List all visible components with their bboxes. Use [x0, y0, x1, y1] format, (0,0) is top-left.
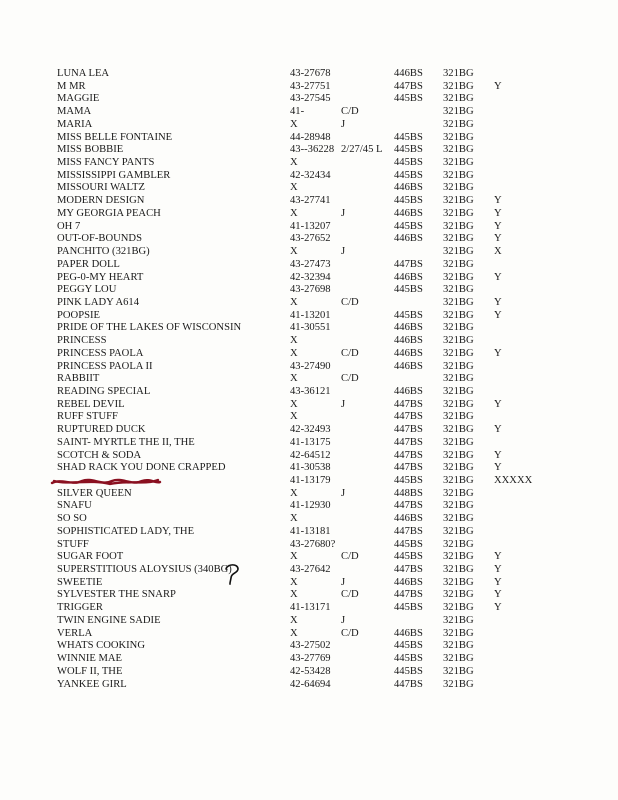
table-row — [0, 322, 618, 335]
aircraft-name: SYLVESTER THE SNARP — [57, 589, 176, 601]
bomb-group: 321BG — [443, 258, 474, 270]
aircraft-name: SILVER QUEEN — [57, 487, 132, 499]
aircraft-name: SCOTCH & SODA — [57, 449, 142, 461]
aircraft-name: READING SPECIAL — [57, 385, 151, 397]
table-row — [0, 132, 618, 145]
bomb-group: 321BG — [443, 411, 474, 423]
squadron: 446BS — [394, 360, 423, 372]
flag-mark: Y — [494, 424, 502, 436]
table-row — [0, 119, 618, 132]
squadron: 447BS — [394, 564, 423, 576]
table-row — [0, 640, 618, 653]
bomb-group: 321BG — [443, 106, 474, 118]
aircraft-list — [0, 68, 618, 691]
serial-number: 41-13179 — [290, 475, 331, 486]
bomb-group: 321BG — [443, 665, 474, 677]
serial-number: 43--36228 — [290, 144, 335, 156]
squadron: 446BS — [394, 576, 423, 588]
aircraft-name: M MR — [57, 80, 86, 92]
serial-number: 43-27680? — [290, 538, 336, 550]
status-note: C/D — [341, 551, 359, 563]
serial-number: 41-13175 — [290, 436, 331, 448]
status-note: J — [341, 576, 346, 588]
status-note: C/D — [341, 373, 359, 385]
serial-number: 41-13171 — [290, 602, 331, 614]
aircraft-name: SAINT- MYRTLE THE II, THE — [57, 436, 195, 448]
table-row — [0, 615, 618, 628]
bomb-group: 321BG — [443, 309, 474, 321]
aircraft-name: WINNIE MAE — [57, 653, 123, 665]
status-note: C/D — [341, 296, 359, 308]
table-row — [0, 297, 618, 310]
aircraft-name: SUPERSTITIOUS ALOYSIUS (340BG) — [57, 564, 232, 576]
aircraft-name: PINK LADY A614 — [57, 296, 140, 308]
bomb-group: 321BG — [443, 182, 474, 194]
serial-number: X — [290, 614, 298, 626]
table-row — [0, 170, 618, 183]
squadron: 445BS — [394, 93, 423, 105]
aircraft-name: SHAD RACK YOU DONE CRAPPED — [57, 462, 226, 474]
bomb-group: 321BG — [443, 640, 474, 652]
bomb-group: 321BG — [443, 322, 474, 334]
table-row — [0, 666, 618, 679]
serial-number: X — [290, 576, 298, 588]
bomb-group: 321BG — [443, 233, 474, 245]
serial-number: 43-27502 — [290, 640, 331, 652]
bomb-group: 321BG — [443, 118, 474, 130]
table-row — [0, 411, 618, 424]
squadron: 446BS — [394, 347, 423, 359]
bomb-group: 321BG — [443, 424, 474, 436]
bomb-group: 321BG — [443, 538, 474, 550]
squadron: 446BS — [394, 207, 423, 219]
bomb-group: 321BG — [443, 436, 474, 448]
serial-number: 42-32493 — [290, 424, 331, 436]
serial-number: 43-36121 — [290, 385, 331, 397]
aircraft-name: MAGGIE — [57, 93, 100, 105]
aircraft-name: PANCHITO (321BG) — [57, 246, 150, 258]
aircraft-name: RUPTURED DUCK — [57, 424, 146, 436]
bomb-group: 321BG — [443, 614, 474, 626]
serial-number: 42-53428 — [290, 665, 331, 677]
bomb-group: 321BG — [443, 335, 474, 347]
squadron: 446BS — [394, 627, 423, 639]
squadron: 447BS — [394, 678, 423, 690]
bomb-group: 321BG — [443, 398, 474, 410]
squadron: 447BS — [394, 525, 423, 537]
bomb-group: 321BG — [443, 157, 474, 169]
serial-number: 43-27751 — [290, 80, 331, 92]
bomb-group: 321BG — [443, 500, 474, 512]
aircraft-name: OUT-OF-BOUNDS — [57, 233, 142, 245]
table-row — [0, 539, 618, 552]
aircraft-name: RABBIIT — [57, 373, 100, 385]
squadron: 447BS — [394, 462, 423, 474]
squadron: 445BS — [394, 475, 423, 486]
aircraft-name: LUNA LEA — [57, 68, 110, 79]
aircraft-name: PEG-0-MY HEART — [57, 271, 144, 283]
flag-mark: X — [494, 246, 502, 258]
serial-number: 42-32434 — [290, 169, 331, 181]
table-row — [0, 195, 618, 208]
status-note: J — [341, 118, 346, 130]
flag-mark: Y — [494, 296, 502, 308]
flag-mark: Y — [494, 233, 502, 245]
status-note: J — [341, 246, 346, 258]
serial-number: X — [290, 589, 298, 601]
squadron: 445BS — [394, 602, 423, 614]
serial-number: X — [290, 182, 298, 194]
table-row — [0, 348, 618, 361]
flag-mark: Y — [494, 220, 502, 232]
status-note: J — [341, 207, 346, 219]
aircraft-name: STUFF — [57, 538, 89, 550]
aircraft-name: MISS BOBBIE — [57, 144, 124, 156]
squadron: 447BS — [394, 411, 423, 423]
squadron: 447BS — [394, 589, 423, 601]
squadron: 447BS — [394, 398, 423, 410]
bomb-group: 321BG — [443, 169, 474, 181]
status-note: C/D — [341, 106, 359, 118]
table-row — [0, 144, 618, 157]
serial-number: X — [290, 373, 298, 385]
flag-mark: Y — [494, 195, 502, 207]
squadron: 445BS — [394, 157, 423, 169]
table-row — [0, 488, 618, 501]
squadron: 446BS — [394, 385, 423, 397]
bomb-group: 321BG — [443, 475, 474, 486]
table-row — [0, 233, 618, 246]
bomb-group: 321BG — [443, 487, 474, 499]
aircraft-name: MISSISSIPPI GAMBLER — [57, 169, 171, 181]
squadron: 447BS — [394, 436, 423, 448]
aircraft-name: VERLA — [57, 627, 93, 639]
aircraft-name: PEGGY LOU — [57, 284, 117, 296]
table-row — [0, 93, 618, 106]
squadron: 445BS — [394, 309, 423, 321]
aircraft-name: SOPHISTICATED LADY, THE — [57, 525, 195, 537]
bomb-group: 321BG — [443, 296, 474, 308]
aircraft-name: MISS BELLE FONTAINE — [57, 131, 173, 143]
flag-mark: Y — [494, 602, 502, 614]
squadron: 447BS — [394, 500, 423, 512]
table-row — [0, 386, 618, 399]
serial-number: 41-13207 — [290, 220, 331, 232]
squadron: 445BS — [394, 284, 423, 296]
squadron: 445BS — [394, 538, 423, 550]
bomb-group: 321BG — [443, 373, 474, 385]
bomb-group: 321BG — [443, 576, 474, 588]
bomb-group: 321BG — [443, 93, 474, 105]
table-row — [0, 246, 618, 259]
aircraft-name: MARIA — [57, 118, 93, 130]
squadron: 445BS — [394, 195, 423, 207]
aircraft-name: MODERN DESIGN — [57, 195, 145, 207]
serial-number: 43-27652 — [290, 233, 331, 245]
bomb-group: 321BG — [443, 513, 474, 525]
table-row — [0, 399, 618, 412]
aircraft-name: PRINCESS — [57, 335, 107, 347]
table-row — [0, 424, 618, 437]
table-row — [0, 182, 618, 195]
aircraft-name: YANKEE GIRL — [57, 678, 127, 690]
serial-number: 41-13201 — [290, 309, 331, 321]
aircraft-name: PRIDE OF THE LAKES OF WISCONSIN — [57, 322, 242, 334]
squadron: 448BS — [394, 487, 423, 499]
table-row — [0, 208, 618, 221]
bomb-group: 321BG — [443, 462, 474, 474]
serial-number: 43-27545 — [290, 93, 331, 105]
status-note: C/D — [341, 627, 359, 639]
squadron: 446BS — [394, 513, 423, 525]
serial-number: 43-27490 — [290, 360, 331, 372]
scribbled-out-name — [50, 477, 162, 487]
status-note: C/D — [341, 347, 359, 359]
aircraft-name: MAMA — [57, 106, 92, 118]
serial-number: 41- — [290, 106, 305, 118]
flag-mark: Y — [494, 207, 502, 219]
serial-number: X — [290, 398, 298, 410]
bomb-group: 321BG — [443, 347, 474, 359]
serial-number: X — [290, 157, 298, 169]
serial-number: X — [290, 551, 298, 563]
status-note: J — [341, 487, 346, 499]
flag-mark: Y — [494, 398, 502, 410]
handwritten-question-mark — [223, 563, 243, 585]
aircraft-name: TRIGGER — [57, 602, 103, 614]
bomb-group: 321BG — [443, 80, 474, 92]
squadron: 447BS — [394, 449, 423, 461]
squadron: 446BS — [394, 68, 423, 79]
bomb-group: 321BG — [443, 271, 474, 283]
table-row — [0, 361, 618, 374]
table-row — [0, 310, 618, 323]
aircraft-name: RUFF STUFF — [57, 411, 118, 423]
status-note: C/D — [341, 589, 359, 601]
aircraft-name: MY GEORGIA PEACH — [57, 207, 161, 219]
status-note: J — [341, 398, 346, 410]
bomb-group: 321BG — [443, 207, 474, 219]
bomb-group: 321BG — [443, 525, 474, 537]
squadron: 447BS — [394, 424, 423, 436]
aircraft-name: TWIN ENGINE SADIE — [57, 614, 161, 626]
table-row — [0, 628, 618, 641]
aircraft-name: WHATS COOKING — [57, 640, 145, 652]
flag-mark: Y — [494, 462, 502, 474]
serial-number: X — [290, 487, 298, 499]
table-row — [0, 437, 618, 450]
table-row — [0, 462, 618, 475]
serial-number: X — [290, 627, 298, 639]
bomb-group: 321BG — [443, 68, 474, 79]
aircraft-name: SNAFU — [57, 500, 92, 512]
aircraft-name: OH 7 — [57, 220, 81, 232]
table-row — [0, 373, 618, 386]
serial-number: 41-30551 — [290, 322, 331, 334]
squadron: 447BS — [394, 258, 423, 270]
flag-mark: Y — [494, 589, 502, 601]
status-note: 2/27/45 L — [341, 144, 383, 156]
aircraft-name: SUGAR FOOT — [57, 551, 124, 563]
aircraft-name: PAPER DOLL — [57, 258, 120, 270]
squadron: 445BS — [394, 220, 423, 232]
table-row — [0, 589, 618, 602]
flag-mark: Y — [494, 551, 502, 563]
bomb-group: 321BG — [443, 449, 474, 461]
squadron: 445BS — [394, 169, 423, 181]
serial-number: X — [290, 207, 298, 219]
squadron: 445BS — [394, 653, 423, 665]
bomb-group: 321BG — [443, 678, 474, 690]
aircraft-name: REBEL DEVIL — [57, 398, 125, 410]
table-row — [0, 577, 618, 590]
serial-number: 42-64694 — [290, 678, 331, 690]
table-row — [0, 284, 618, 297]
serial-number: X — [290, 513, 298, 525]
serial-number: 43-27642 — [290, 564, 331, 576]
bomb-group: 321BG — [443, 653, 474, 665]
table-row — [0, 653, 618, 666]
aircraft-name: MISSOURI WALTZ — [57, 182, 145, 194]
bomb-group: 321BG — [443, 220, 474, 232]
bomb-group: 321BG — [443, 627, 474, 639]
squadron: 447BS — [394, 80, 423, 92]
table-row — [0, 106, 618, 119]
serial-number: 43-27678 — [290, 68, 331, 79]
aircraft-name: PRINCESS PAOLA II — [57, 360, 153, 372]
aircraft-name: POOPSIE — [57, 309, 100, 321]
bomb-group: 321BG — [443, 564, 474, 576]
table-row — [0, 81, 618, 94]
bomb-group: 321BG — [443, 284, 474, 296]
flag-mark: Y — [494, 564, 502, 576]
squadron: 445BS — [394, 640, 423, 652]
table-row — [0, 221, 618, 234]
flag-mark: Y — [494, 576, 502, 588]
flag-mark: Y — [494, 80, 502, 92]
aircraft-name: SO SO — [57, 513, 87, 525]
squadron: 446BS — [394, 271, 423, 283]
flag-mark: XXXXX — [494, 475, 533, 486]
aircraft-name: MISS FANCY PANTS — [57, 157, 155, 169]
squadron: 446BS — [394, 182, 423, 194]
flag-mark: Y — [494, 347, 502, 359]
flag-mark: Y — [494, 271, 502, 283]
squadron: 446BS — [394, 233, 423, 245]
table-row — [0, 259, 618, 272]
serial-number: X — [290, 335, 298, 347]
table-row — [0, 335, 618, 348]
serial-number: X — [290, 296, 298, 308]
table-row — [0, 68, 618, 81]
bomb-group: 321BG — [443, 385, 474, 397]
table-row — [0, 551, 618, 564]
status-note: J — [341, 614, 346, 626]
table-row — [0, 157, 618, 170]
squadron: 445BS — [394, 551, 423, 563]
squadron: 445BS — [394, 144, 423, 156]
table-row — [0, 475, 618, 488]
aircraft-name: WOLF II, THE — [57, 665, 123, 677]
squadron: 445BS — [394, 131, 423, 143]
squadron: 446BS — [394, 322, 423, 334]
squadron: 445BS — [394, 665, 423, 677]
bomb-group: 321BG — [443, 602, 474, 614]
flag-mark: Y — [494, 449, 502, 461]
serial-number: 43-27698 — [290, 284, 331, 296]
squadron: 446BS — [394, 335, 423, 347]
serial-number: X — [290, 347, 298, 359]
table-row — [0, 513, 618, 526]
bomb-group: 321BG — [443, 246, 474, 258]
bomb-group: 321BG — [443, 360, 474, 372]
serial-number: 41-30538 — [290, 462, 331, 474]
serial-number: 44-28948 — [290, 131, 331, 143]
serial-number: X — [290, 246, 298, 258]
serial-number: 42-64512 — [290, 449, 331, 461]
bomb-group: 321BG — [443, 551, 474, 563]
serial-number: X — [290, 411, 298, 423]
table-row — [0, 526, 618, 539]
serial-number: 41-13181 — [290, 525, 331, 537]
table-row — [0, 500, 618, 513]
bomb-group: 321BG — [443, 195, 474, 207]
bomb-group: 321BG — [443, 144, 474, 156]
serial-number: X — [290, 118, 298, 130]
serial-number: 42-32394 — [290, 271, 331, 283]
aircraft-name: SWEETIE — [57, 576, 103, 588]
table-row — [0, 272, 618, 285]
serial-number: 43-27473 — [290, 258, 331, 270]
table-row — [0, 602, 618, 615]
aircraft-name: PRINCESS PAOLA — [57, 347, 144, 359]
flag-mark: Y — [494, 309, 502, 321]
bomb-group: 321BG — [443, 131, 474, 143]
table-row — [0, 450, 618, 463]
serial-number: 43-27769 — [290, 653, 331, 665]
serial-number: 43-27741 — [290, 195, 331, 207]
bomb-group: 321BG — [443, 589, 474, 601]
table-row — [0, 564, 618, 577]
table-row — [0, 679, 618, 692]
serial-number: 41-12930 — [290, 500, 331, 512]
